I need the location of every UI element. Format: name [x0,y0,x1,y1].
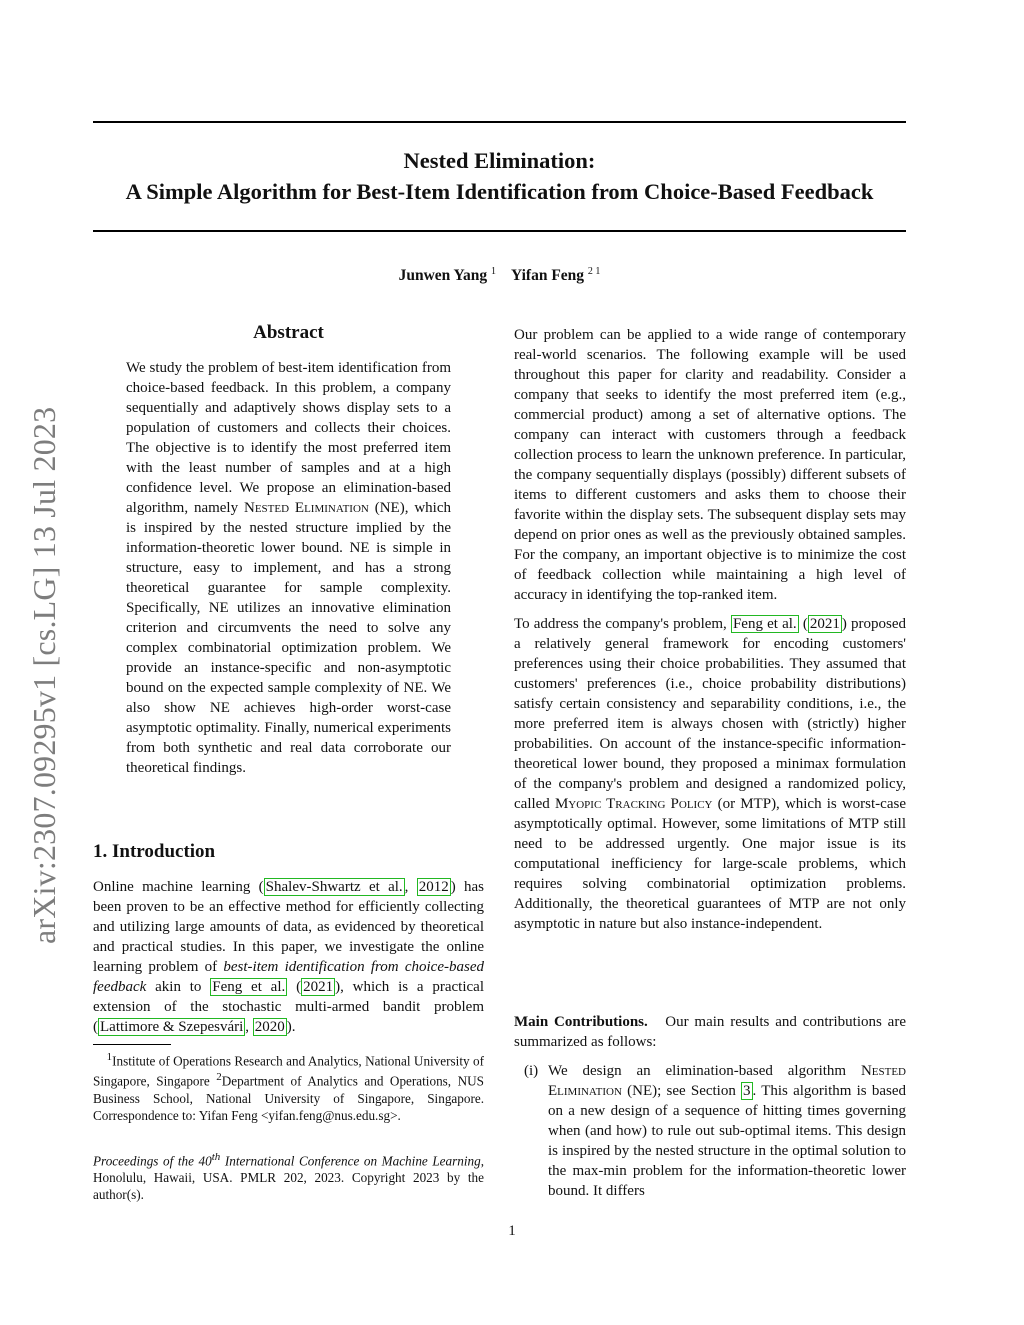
algorithm-name: Myopic Tracking Policy [554,796,713,812]
citation-link[interactable]: Feng et al. [212,979,286,995]
citation-link[interactable]: Lattimore & Szepesvári [100,1019,244,1035]
author-affiliation: 2 1 [587,266,601,277]
proceedings-note: Proceedings of the 40th International Conference on Machine Learning, Honolulu, Hawaii, USA. PMLR 202, 2023. Copyright 2023 by the author(s). [93,1151,484,1203]
citation-year-link[interactable]: 2021 [809,616,840,632]
citation-year-link[interactable]: 2012 [418,879,449,895]
author-affiliation: 1 [491,266,497,277]
section-heading-introduction: 1. Introduction [93,841,216,862]
author-name: Yifan Feng [510,267,585,285]
paper-title-line-2: A Simple Algorithm for Best-Item Identification from Choice-Based Feedback [125,179,874,204]
abstract-heading: Abstract [253,322,324,343]
body-paragraph: Our problem can be applied to a wide range of contemporary real-world scenarios. The following example will be used throughout this paper for clarity and readability. Consider a company that seeks to identify the most preferred item (e.g., commercial product) among a set of alternative options. The company can interact with customers through a feedback collection process to learn the unknown preference. In particular, the company sequentially displays (possibly) different subsets of items to different customers and asks them to choose their favorite within the display sets. The subsequent display sets may depend on prior ones as well as the previously obtained samples. For the company, an important objective is to minimize the cost of feedback collection while maintaining a high level of accuracy in identifying the top-ranked item. [514,327,906,603]
citation-year-link[interactable]: 2021 [303,979,334,995]
citation-link[interactable]: Shalev-Shwartz et al. [265,879,403,895]
main-contributions-heading: Main Contributions. [514,1014,648,1030]
title-bottom-rule [93,230,906,232]
citation-link[interactable]: Feng et al. [732,616,797,632]
main-contributions-paragraph: Main Contributions. Our main results and contributions are summarized as follows: [514,1014,906,1050]
title-top-rule [93,121,906,123]
introduction-paragraph: Online machine learning ( Shalev-Shwartz et al. , 2012 ) has been proven to be an effective method for efficiently collecting and utilizing large amounts of data, as evidenced by theoretical and practical studies. In this paper, we investigate the online learning problem of best-item identification from choice-based feedback akin to Feng et al. ( 2021 ), which is a practical extension of the stochastic multi-armed bandit problem ( Lattimore & Szepesvári , 2020 ). [93,879,485,1035]
affiliation-footnote: $^1$Institute of Operations Research and Analytics, National University of Singapore, Singapore $^2$Department of Analytics and Operations, NUS Business School, National University of Singapore, Singapore. Correspondence to: Yifan Feng <yifan.feng@nus.edu.sg>. [93,1051,484,1123]
author-list [93,266,906,285]
page-number: 1 [508,1223,516,1239]
contribution-item: (i) We design an elimination-based algorithm Nested Elimination (NE); see Section 3 . This algorithm is based on a new design of a sequence of hitting times governing when (and how) to rule out sub-optimal items. This design is inspired by the nested structure in the optimal solution to the max-min problem for the information-theoretic lower bound. It differs [524,1063,906,1199]
algorithm-name: Nested Elimination [548,1063,906,1099]
citation-year-link[interactable]: 2020 [254,1019,285,1035]
right-column [514,325,906,943]
abstract-text: We study the problem of best-item identification from choice-based feedback. In this problem, a company sequentially and adaptively shows display sets to a population of customers and collects their choices. The objective is to identify the most preferred item with the least number of samples and at a high confidence level. We propose an elimination-based algorithm, namely Nested Elimination (NE), which is inspired by the nested structure implied by the information-theoretic lower bound. NE is simple in structure, easy to implement, and has a strong theoretical guarantee for sample complexity. Specifically, NE utilizes an innovative elimination criterion and circumvents the need to solve any complex combinatorial optimization problem. We provide an instance-specific and non-asymptotic bound on the expected sample complexity of NE. We also show NE achieves high-order worst-case asymptotic optimality. Finally, numerical experiments from both synthetic and real data corroborate our theoretical findings. [126,360,451,776]
section-reference-link[interactable]: 3 [743,1083,751,1099]
arxiv-identifier: arXiv:2307.09295v1 [cs.LG] 13 Jul 2023 [26,406,62,944]
author-name: Junwen Yang [398,267,488,285]
algorithm-name: Nested Elimination [243,500,369,516]
footnote-rule [93,1044,171,1045]
emphasis-text: best-item identification from choice-based feedback [93,959,484,995]
body-paragraph: To address the company's problem, Feng et al. ( 2021 ) proposed a relatively general framework for encoding customers' preferences using their choice probabilities. They assumed that customers' preferences (i.e., choice probability distributions) satisfy certain consistency and separability conditions, i.e., the more preferred item is always chosen with (strictly) higher probabilities. On account of the instance-specific information-theoretical lower bound, they proposed a minimax formulation of the company's problem and designed a randomized policy, called Myopic Tracking Policy (or MTP), which is worst-case asymptotically optimal. However, some limitations of MTP still need to be addressed urgently. One major issue is its computational inefficiency for large-scale problems, which requires solving combinatorial optimization problems. Additionally, the theoretical guarantees of MTP are not only asymptotic in nature but also instance-independent. [514,616,906,932]
list-label: (i) [524,1063,539,1079]
paper-title-line-1: Nested Elimination: [403,148,596,173]
